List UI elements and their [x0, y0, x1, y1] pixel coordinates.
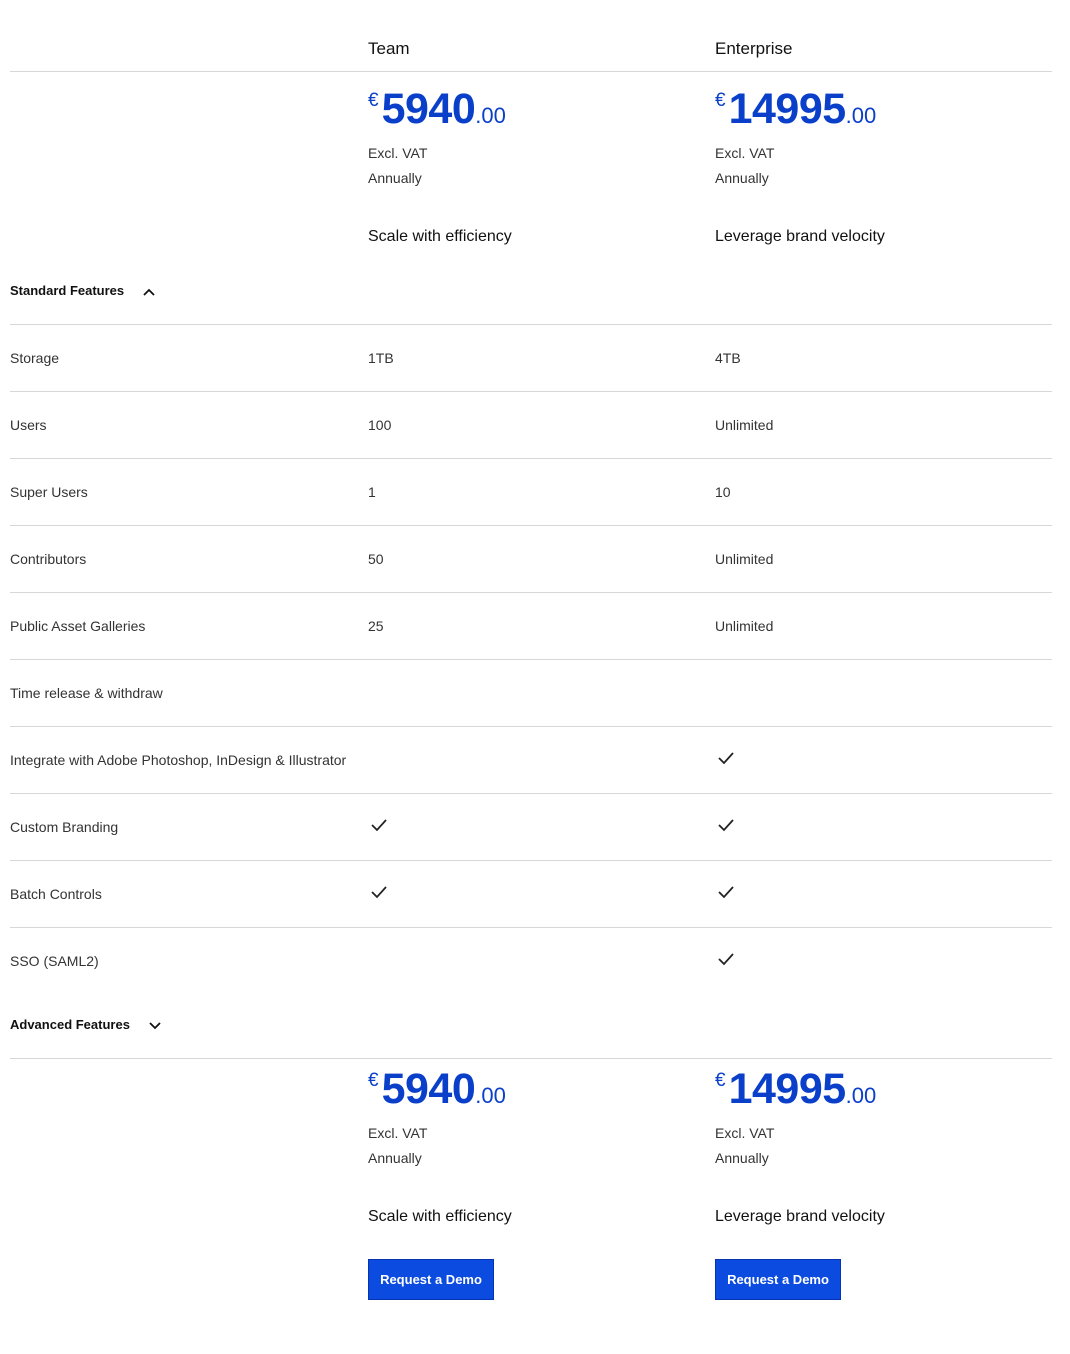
price-amount: 5940: [381, 85, 476, 133]
check-icon: [370, 885, 388, 899]
feature-label: Time release & withdraw: [10, 685, 163, 701]
price-enterprise-top: [715, 85, 877, 133]
feature-label: Super Users: [10, 484, 88, 500]
table-row: [0, 928, 1070, 995]
check-icon: [370, 818, 388, 832]
table-row: [0, 660, 1070, 727]
feature-value-enterprise: Unlimited: [715, 551, 774, 567]
section-divider: [10, 1058, 1052, 1059]
standard-features-toggle[interactable]: [10, 283, 156, 298]
feature-value-enterprise: 10: [715, 484, 731, 500]
vat-note-team: Excl. VAT: [368, 1125, 428, 1141]
table-row: [0, 325, 1070, 392]
currency-symbol: €: [715, 1070, 726, 1091]
price-cents: .00: [475, 1083, 506, 1108]
table-row: [0, 526, 1070, 593]
table-row: [0, 861, 1070, 928]
section-title: Standard Features: [10, 283, 125, 298]
feature-label: Contributors: [10, 551, 87, 567]
table-row: [0, 727, 1070, 794]
vat-note-enterprise: Excl. VAT: [715, 145, 775, 161]
tagline-team: Scale with efficiency: [368, 1208, 512, 1225]
header-divider: [10, 71, 1052, 72]
billing-period-team: Annually: [368, 1150, 422, 1166]
feature-value-enterprise: Unlimited: [715, 417, 774, 433]
feature-label: SSO (SAML2): [10, 953, 99, 969]
check-icon: [717, 751, 735, 765]
chevron-down-icon: [148, 1021, 162, 1031]
check-icon: [717, 952, 735, 966]
feature-value-team: 1TB: [368, 350, 394, 366]
table-row: [0, 459, 1070, 526]
check-icon: [717, 818, 735, 832]
billing-period-enterprise: Annually: [715, 1150, 769, 1166]
table-row: [0, 392, 1070, 459]
billing-period-team: Annually: [368, 170, 422, 186]
request-demo-button-enterprise[interactable]: Request a Demo: [715, 1259, 841, 1300]
table-row: [0, 593, 1070, 660]
feature-value-enterprise: Unlimited: [715, 618, 774, 634]
currency-symbol: €: [715, 90, 726, 111]
plan-name-team: Team: [368, 39, 410, 58]
request-demo-button-team[interactable]: Request a Demo: [368, 1259, 494, 1300]
plan-name-enterprise: Enterprise: [715, 39, 793, 58]
price-amount: 14995: [728, 1065, 846, 1113]
tagline-team: Scale with efficiency: [368, 228, 512, 245]
price-amount: 5940: [381, 1065, 476, 1113]
feature-label: Batch Controls: [10, 886, 102, 902]
currency-symbol: €: [368, 1070, 379, 1091]
feature-value-team: 50: [368, 551, 384, 567]
feature-value-enterprise: 4TB: [715, 350, 741, 366]
vat-note-enterprise: Excl. VAT: [715, 1125, 775, 1141]
price-cents: .00: [845, 1083, 877, 1108]
tagline-enterprise: Leverage brand velocity: [715, 228, 885, 245]
price-cents: .00: [845, 103, 877, 128]
section-title: Advanced Features: [10, 1017, 130, 1032]
feature-label: Integrate with Adobe Photoshop, InDesign & Illustrator: [10, 752, 347, 768]
currency-symbol: €: [368, 90, 379, 111]
price-enterprise-bottom: [715, 1065, 877, 1113]
feature-label: Storage: [10, 350, 60, 366]
feature-label: Public Asset Galleries: [10, 618, 146, 634]
feature-value-team: 25: [368, 618, 384, 634]
price-team-top: [368, 85, 506, 133]
vat-note-team: Excl. VAT: [368, 145, 428, 161]
billing-period-enterprise: Annually: [715, 170, 769, 186]
feature-value-team: 1: [368, 484, 376, 500]
advanced-features-toggle[interactable]: [10, 1017, 162, 1032]
check-icon: [717, 885, 735, 899]
feature-label: Users: [10, 417, 47, 433]
price-cents: .00: [475, 103, 506, 128]
price-team-bottom: [368, 1065, 506, 1113]
chevron-up-icon: [142, 287, 156, 297]
price-amount: 14995: [728, 85, 846, 133]
tagline-enterprise: Leverage brand velocity: [715, 1208, 885, 1225]
table-row: [0, 794, 1070, 861]
feature-value-team: 100: [368, 417, 392, 433]
feature-label: Custom Branding: [10, 819, 119, 835]
